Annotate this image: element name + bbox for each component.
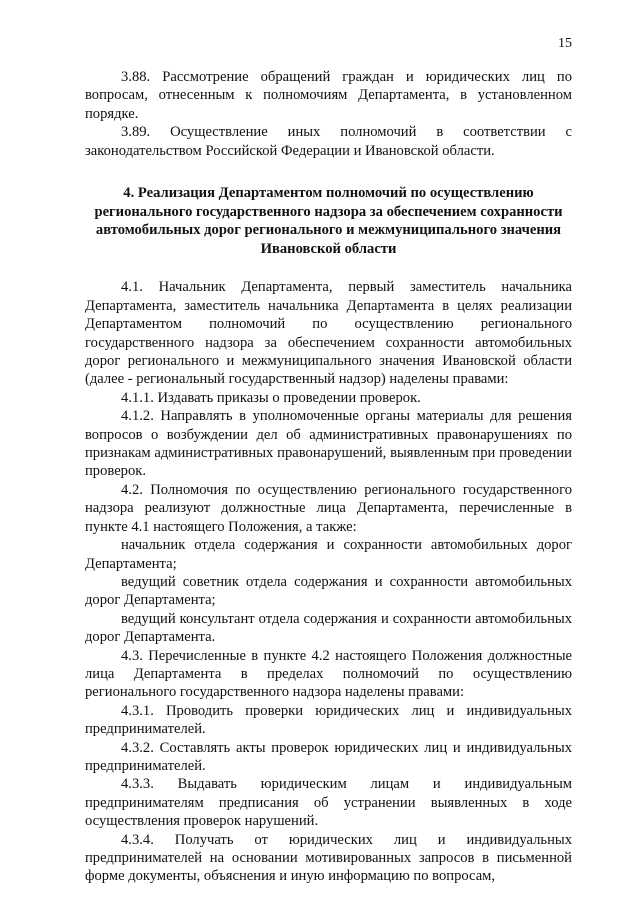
paragraph-4-1: 4.1. Начальник Департамента, первый заместитель начальника Департамента, заместитель начальника Департамента в целях реализации Департаментом полномочий по осуществлению регионального государственного надзора за обеспечением сохранности автомобильных дорог регионального и межмуниципального значения Ивановской области (далее - региональный государственный надзор) наделены правами:	[85, 279, 572, 388]
paragraph-4-3-4: 4.3.4. Получать от юридических лиц и индивидуальных предпринимателей на основании мотивированных запросов в письменной форме документы, объяснения и иную информацию по вопросам,	[85, 831, 572, 885]
paragraph-4-2: 4.2. Полномочия по осуществлению регионального государственного надзора реализуют должностные лица Департамента, перечисленные в пункте 4.1 настоящего Положения, а также:	[85, 481, 572, 535]
paragraph-4-3-3: 4.3.3. Выдавать юридическим лицам и индивидуальным предпринимателям предписания об устранении выявленных в ходе осуществления проверок нарушений.	[85, 776, 572, 830]
list-item-leading-consultant: ведущий консультант отдела содержания и сохранности автомобильных дорог Департамента.	[85, 610, 572, 646]
paragraph-4-1-2: 4.1.2. Направлять в уполномоченные органы материалы для решения вопросов о возбуждении дел об административных правонарушениях по признакам административных правонарушений, выявленным при проведении проверок.	[85, 408, 572, 480]
paragraph-4-3-2: 4.3.2. Составлять акты проверок юридических лиц и индивидуальных предпринимателей.	[85, 739, 572, 774]
document-body	[85, 68, 572, 886]
page-number: 15	[558, 36, 572, 51]
paragraph-4-3-1: 4.3.1. Проводить проверки юридических лиц и индивидуальных предпринимателей.	[85, 702, 572, 738]
list-item-head-of-department: начальник отдела содержания и сохранности автомобильных дорог Департамента;	[85, 537, 572, 572]
section-heading: 4. Реализация Департаментом полномочий по осуществлению регионального государственного надзора за обеспечением сохранности автомобильных дорог регионального и межмуниципального значения Ивановской области	[94, 185, 563, 257]
list-item-leading-adviser: ведущий советник отдела содержания и сохранности автомобильных дорог Департамента;	[85, 573, 572, 609]
paragraph-3-89: 3.89. Осуществление иных полномочий в соответствии с законодательством Российской Федерации и Ивановской области.	[85, 124, 572, 159]
paragraph-3-88: 3.88. Рассмотрение обращений граждан и юридических лиц по вопросам, отнесенным к полномочиям Департамента, в установленном порядке.	[85, 69, 572, 122]
paragraph-4-1-1: 4.1.1. Издавать приказы о проведении проверок.	[121, 389, 421, 406]
paragraph-4-3: 4.3. Перечисленные в пункте 4.2 настоящего Положения должностные лица Департамента в пределах полномочий по осуществлению регионального государственного надзора наделены правами:	[85, 647, 572, 701]
